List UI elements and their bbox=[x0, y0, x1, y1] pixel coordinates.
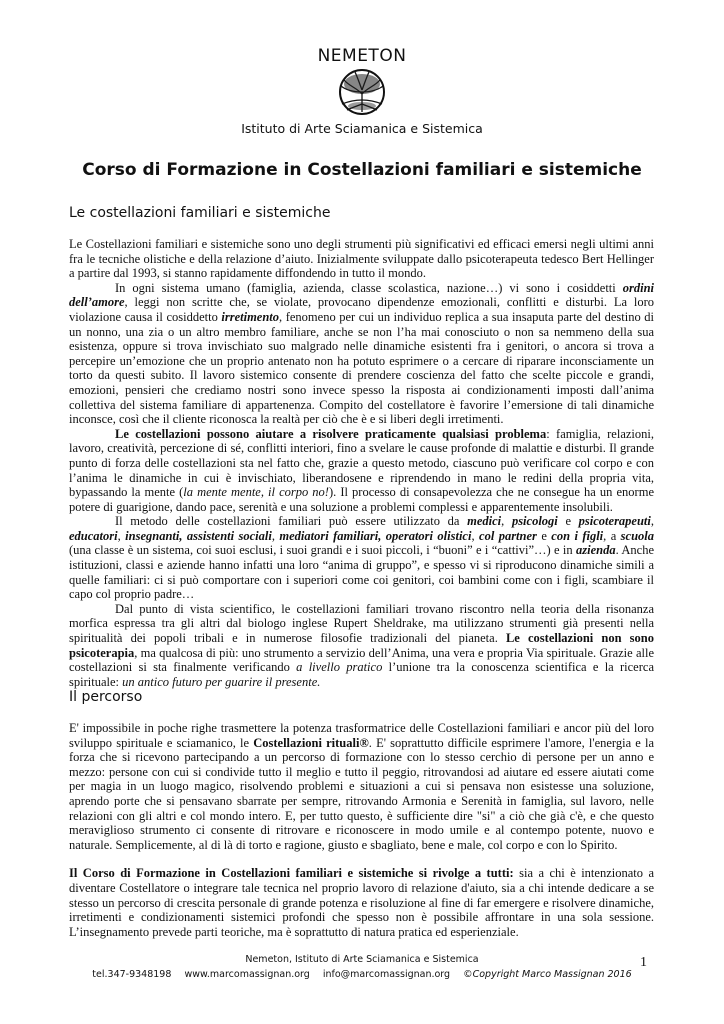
footer-email-link[interactable]: info@marcomassignan.org bbox=[322, 969, 451, 980]
footer-phone: tel.347-9348198 bbox=[92, 969, 172, 980]
paragraph: Le Costellazioni familiari e sistemiche sono uno degli strumenti più significativi ed efficaci emersi negli ultimi anni fra le tecniche olistiche e della relazione d’aiuto. Inizialmente sviluppate dallo psicoterapeuta tedesco Bert Hellinger a partire dal 1993, si stanno rapidamente diffondendo in tutto il mondo. bbox=[69, 237, 654, 281]
org-name: NEMETON bbox=[317, 46, 407, 66]
section-title-costellazioni: Le costellazioni familiari e sistemiche bbox=[69, 205, 331, 221]
paragraph: E' impossibile in poche righe trasmettere la potenza trasformatrice delle Costellazioni familiari e ancor più del loro sviluppo spirituale e sciamanico, le Costellazioni rituali®. E' soprattutto difficile esprimere l'amore, l'energia e la forza che si ricevono partecipando a un percorso di formazione con lo stesso cerchio di persone per un anno e mezzo: persone con cui si condivide tutto il meglio e tutto il peggio, ritrovandosi ad aiutare ed essere aiutati come per magia in un luogo magico, risolvendo problemi e situazioni a cui si pensava non esistesse una soluzione, aprendo porte che si pensavano sbarrate per sempre, ritrovando Armonia e Serenità in famiglia, sul lavoro, nelle relazioni con gli altri e col mondo intero. E, per tutto questo, è sufficiente dire "si" a ciò che già c'è, e che questo meraviglioso strumento ci consente di ritrovare e riconoscere in modo umile e al contempo potente, nuovo e naturale. Semplicemente, al di là di torto e ragione, giusto e sbagliato, bene e male, col corpo e con lo Spirito. bbox=[69, 721, 654, 852]
footer-copyright: ©Copyright Marco Massignan 2016 bbox=[463, 969, 632, 980]
section-costellazioni-body bbox=[69, 237, 654, 689]
paragraph: Il Corso di Formazione in Costellazioni familiari e sistemiche si rivolge a tutti: sia a chi è intenzionato a diventare Costellatore o integrare tale tecnica nel proprio lavoro di relazione d'aiuto, sia a chi intende dedicare a se stesso un percorso di crescita personale di grande potenza e risoluzione al fine di far emergere e risolvere dinamiche, irretimenti e condizionamenti sistemici profondi che spesso non è possibile affrontare in una sola sessione. L’insegnamento prevede parti teoriche, ma è soprattutto di natura pratica ed esperienziale. bbox=[69, 866, 654, 939]
footer-website-link[interactable]: www.marcomassignan.org bbox=[184, 969, 310, 980]
tree-of-life-logo-icon bbox=[327, 68, 397, 116]
footer-contacts bbox=[0, 969, 724, 980]
paragraph: Il metodo delle costellazioni familiari può essere utilizzato da medici, psicologi e psicoterapeuti, educatori, insegnanti, assistenti sociali, mediatori familiari, operatori olistici, col partner e con i figli, a scuola (una classe è un sistema, coi suoi esclusi, i suoi grandi e i suoi piccoli, i “buoni” e i “cattivi”…) e in azienda. Anche istituzioni, classi e aziende hanno infatti una loro “anima di gruppo”, e spesso vi si riproducono dinamiche simili a quelle familiari: ci si può comportare con i superiori come coi genitori, coi bambini come con i figli, scambiare il capo col proprio padre… bbox=[69, 514, 655, 602]
paragraph: Dal punto di vista scientifico, le costellazioni familiari trovano riscontro nella teoria della risonanza morfica espressa tra gli altri dal biologo inglese Rupert Sheldrake, ma utilizzano strumenti già presenti nella spiritualità dei popoli tribali e in numerose filosofie tradizionali del pianeta. Le costellazioni non sono psicoterapia, ma qualcosa di più: uno strumento a servizio dell’Anima, una vera e propria Via spirituale. Grazie alle costellazioni si sta finalmente verificando a livello pratico l’unione tra la conoscenza scientifica e la ricerca spirituale: un antico futuro per guarire il presente. bbox=[69, 601, 654, 689]
footer-institute: Nemeton, Istituto di Arte Sciamanica e Sistemica bbox=[245, 954, 479, 965]
course-title: Corso di Formazione in Costellazioni familiari e sistemiche bbox=[82, 160, 642, 180]
page-number: 1 bbox=[640, 955, 647, 970]
institute-subtitle: Istituto di Arte Sciamanica e Sistemica bbox=[241, 121, 483, 136]
section-title-percorso: Il percorso bbox=[69, 689, 143, 705]
paragraph: In ogni sistema umano (famiglia, azienda, classe scolastica, nazione…) vi sono i cosiddetti ordini dell’amore, leggi non scritte che, se violate, provocano dipendenze emozionali, conflitti e disturbi. La loro violazione causa il cosiddetto irretimento, fenomeno per cui un individuo replica a sua insaputa parte del destino di un nonno, una zia o un altro membro familiare, anche se non l’ha mai conosciuto o non sa nemmeno della sua esistenza, oppure si trova invischiato suo malgrado nelle dinamiche esistenti fra i genitori, o ancora si trova a percepire un’emozione che un proprio antenato non ha potuto esprimere o a cercare di riparare inconsciamente un torto da questi subito. Il lavoro sistemico consente di prendere coscienza del fatto che scelte piccole e grandi, emozioni, pensieri che crediamo nostri sono invece spesso la risposta ai condizionamenti imposti dall’anima collettiva del sistema familiare di appartenenza. Compito del costellatore è favorire l’emersione di tali dinamiche inconsce, così che il cliente riconosca la realtà per ciò che è e si liberi degli irretimenti. bbox=[69, 280, 654, 427]
section-percorso-body bbox=[69, 721, 654, 939]
paragraph: Le costellazioni possono aiutare a risolvere praticamente qualsiasi problema: famiglia, relazioni, lavoro, creatività, percezione di sé, conflitti interiori, fino a svelare le cause profonde di malattie e disturbi. Il grande punto di forza delle costellazioni sta nel fatto che, grazie a questo metodo, ciascuno può verificare col corpo e con l’anima le dinamiche in cui è invischiato, liberandosene e riprendendo in mano le redini della propria vita, bypassando la mente (la mente mente, il corpo no!). Il processo di consapevolezza che ne consegue ha un enorme potere di guarigione, dando pace, serenità e una soluzione a problemi complessi e apparentemente insolubili. bbox=[69, 426, 654, 514]
